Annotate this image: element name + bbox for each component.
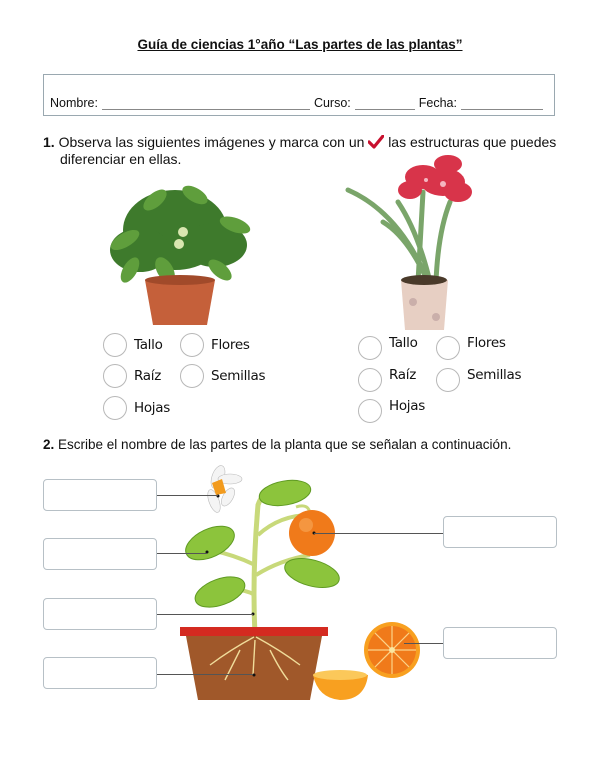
question-1-line2: diferenciar en ellas. bbox=[60, 151, 182, 167]
answer-box-seed[interactable] bbox=[443, 627, 557, 659]
answer-box-leaf[interactable] bbox=[43, 538, 157, 570]
option-right-hojas[interactable] bbox=[358, 399, 425, 423]
checkbox-circle[interactable] bbox=[180, 364, 204, 388]
checkbox-circle[interactable] bbox=[436, 336, 460, 360]
option-right-semillas[interactable] bbox=[436, 368, 521, 392]
leader-line-leaf bbox=[157, 553, 207, 554]
course-field[interactable] bbox=[355, 96, 415, 110]
option-label: Raíz bbox=[134, 368, 161, 384]
option-right-flores[interactable] bbox=[436, 336, 506, 360]
checkbox-circle[interactable] bbox=[103, 396, 127, 420]
option-right-raiz[interactable] bbox=[358, 368, 416, 392]
option-label: Raíz bbox=[389, 367, 416, 383]
leader-line-root bbox=[157, 674, 253, 675]
leader-line-stem bbox=[157, 614, 253, 615]
option-label: Tallo bbox=[134, 337, 163, 353]
answer-box-fruit[interactable] bbox=[443, 516, 557, 548]
option-left-hojas[interactable] bbox=[103, 396, 170, 420]
question-1-number: 1. bbox=[43, 134, 55, 150]
question-1-text-a: Observa las siguientes imágenes y marca con un bbox=[58, 134, 365, 150]
option-left-tallo[interactable] bbox=[103, 333, 163, 357]
option-left-flores[interactable] bbox=[180, 333, 250, 357]
option-label: Flores bbox=[211, 337, 250, 353]
option-label: Tallo bbox=[389, 335, 418, 351]
answer-box-stem[interactable] bbox=[43, 598, 157, 630]
option-label: Hojas bbox=[389, 398, 425, 414]
question-2-number: 2. bbox=[43, 437, 55, 452]
checkbox-circle[interactable] bbox=[358, 399, 382, 423]
option-right-tallo[interactable] bbox=[358, 336, 418, 360]
checkbox-circle[interactable] bbox=[358, 336, 382, 360]
leader-line-flower bbox=[157, 495, 218, 496]
answer-box-flower[interactable] bbox=[43, 479, 157, 511]
check-icon bbox=[368, 135, 384, 153]
student-info-box bbox=[43, 74, 555, 116]
potted-leafy-plant-image bbox=[95, 170, 255, 330]
course-label: Curso: bbox=[313, 96, 351, 110]
option-left-semillas[interactable] bbox=[180, 364, 265, 388]
checkbox-circle[interactable] bbox=[358, 368, 382, 392]
checkbox-circle[interactable] bbox=[180, 333, 204, 357]
date-field[interactable] bbox=[461, 96, 543, 110]
question-2 bbox=[43, 436, 563, 453]
question-1-text-b: las estructuras que puedes bbox=[388, 134, 557, 150]
option-label: Semillas bbox=[467, 367, 522, 383]
option-label: Semillas bbox=[211, 368, 266, 384]
leader-line-fruit bbox=[314, 533, 443, 534]
option-label: Hojas bbox=[134, 400, 170, 416]
page-title: Guía de ciencias 1°año “Las partes de las plantas” bbox=[137, 37, 463, 52]
name-label: Nombre: bbox=[50, 96, 98, 110]
checkbox-circle[interactable] bbox=[436, 368, 460, 392]
option-label: Flores bbox=[467, 335, 506, 351]
checkbox-circle[interactable] bbox=[103, 333, 127, 357]
orange-slices-image bbox=[310, 620, 430, 700]
name-field[interactable] bbox=[102, 96, 310, 110]
checkbox-circle[interactable] bbox=[103, 364, 127, 388]
question-2-text: Escribe el nombre de las partes de la planta que se señalan a continuación. bbox=[58, 437, 512, 452]
option-left-raiz[interactable] bbox=[103, 364, 161, 388]
potted-amaryllis-image bbox=[338, 152, 488, 332]
date-label: Fecha: bbox=[418, 96, 457, 110]
answer-box-root[interactable] bbox=[43, 657, 157, 689]
leader-line-seed bbox=[404, 643, 443, 644]
